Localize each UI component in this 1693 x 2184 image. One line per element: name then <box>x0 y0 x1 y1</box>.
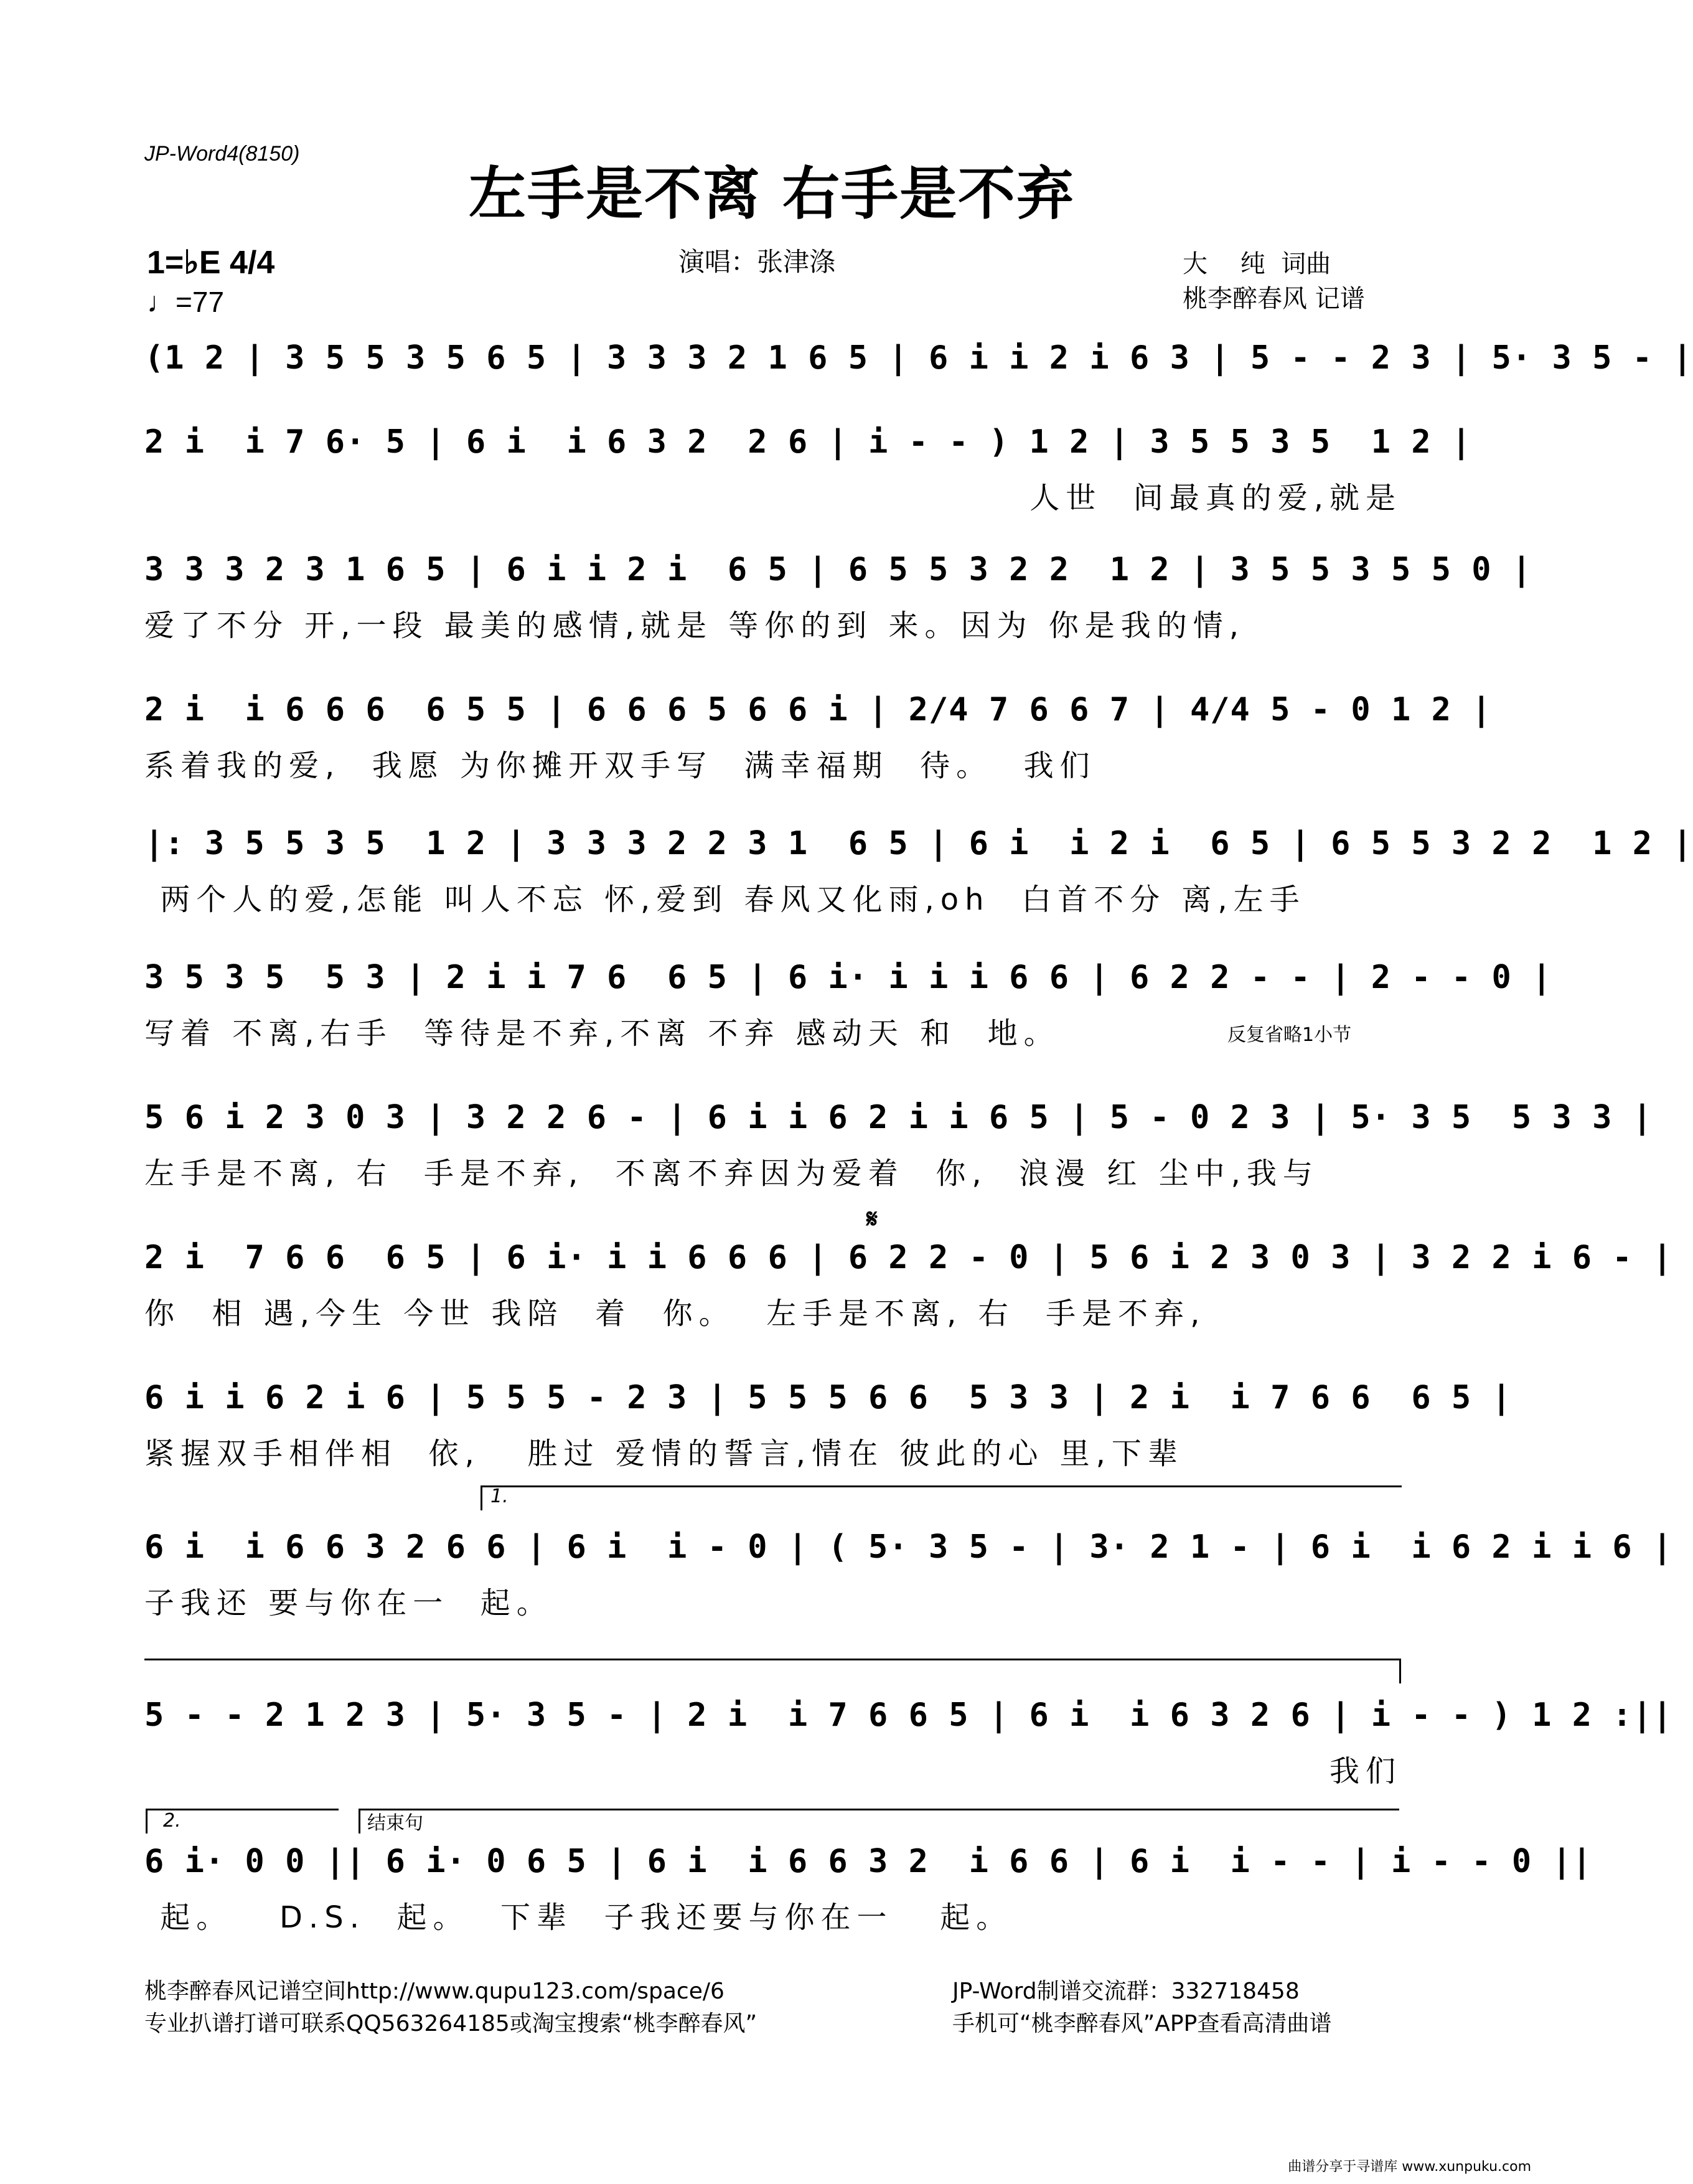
notation-line: 2 i i 6 6 6 6 5 5 | 6 6 6 5 6 6 i | 2/4 7 6 6 7 | 4/4 5 - 0 1 2 | <box>144 691 1492 728</box>
notation-line: (1 2 | 3 5 5 3 5 6 5 | 3 3 3 2 1 6 5 | 6 i i 2 i 6 3 | 5 - - 2 3 | 5· 3 5 - | <box>144 339 1693 377</box>
lyric-line: 我们 <box>1329 1754 1402 1789</box>
page-title: 左手是不离 右手是不弃 <box>468 160 1076 227</box>
footer-left-line-2: 专业扒谱打谱可联系QQ563264185或淘宝搜索“桃李醉春风” <box>144 2011 757 2036</box>
notation-line: 6 i i 6 6 3 2 6 6 | 6 i i - 0 | ( 5· 3 5 - | 3· 2 1 - | 6 i i 6 2 i i 6 | <box>144 1528 1673 1566</box>
lyricist-credit: 大 纯 词曲 <box>1183 250 1331 278</box>
ending-1-bracket-continued <box>144 1659 1399 1660</box>
lyric-line: 系着我的爱, 我愿 为你摊开双手写 满幸福期 待。 我们 <box>144 748 1096 783</box>
singer-credit: 演唱：张津涤 <box>678 247 836 277</box>
ending-1-tick <box>481 1485 482 1510</box>
notation-line: 2 i i 7 6· 5 | 6 i i 6 3 2 2 6 | i - - ) 1 2 | 3 5 5 3 5 1 2 | <box>144 423 1472 461</box>
lyric-line: 你 相 遇,今生 今世 我陪 着 你。 左手是不离, 右 手是不弃, <box>144 1296 1206 1331</box>
lyric-line: 子我还 要与你在一 起。 <box>144 1586 553 1621</box>
coda-label: 结束句 <box>367 1812 423 1834</box>
lyric-line: 人世 间最真的爱,就是 <box>1029 481 1402 515</box>
notation-line: 3 3 3 2 3 1 6 5 | 6 i i 2 i 6 5 | 6 5 5 3 2 2 1 2 | 3 5 5 3 5 5 0 | <box>144 551 1532 588</box>
key-signature: 1=♭E 4/4 <box>147 245 275 281</box>
repeat-note: 反复省略1小节 <box>1227 1024 1352 1046</box>
lyric-line: 紧握双手相伴相 依, 胜过 爱情的誓言,情在 彼此的心 里,下辈 <box>144 1436 1184 1471</box>
footer-right-line-2: 手机可“桃李醉春风”APP查看高清曲谱 <box>952 2011 1332 2036</box>
transcriber-credit: 桃李醉春风 记谱 <box>1183 285 1365 313</box>
notation-line: |: 3 5 5 3 5 1 2 | 3 3 3 2 2 3 1 6 5 | 6 i i 2 i 6 5 | 6 5 5 3 2 2 1 2 | <box>144 825 1693 862</box>
coda-bracket <box>359 1809 1399 1810</box>
tempo-marking: ♩=77 <box>147 286 225 318</box>
software-label: JP-Word4(8150) <box>144 142 300 166</box>
ending-1-label: 1. <box>490 1485 509 1507</box>
notation-line: 5 6 i 2 3 0 3 | 3 2 2 6 - | 6 i i 6 2 i i 6 5 | 5 - 0 2 3 | 5· 3 5 5 3 3 | <box>144 1099 1653 1136</box>
notation-line: 2 i 7 6 6 6 5 | 6 i· i i 6 6 6 | 6 2 2 - 0 | 5 6 i 2 3 0 3 | 3 2 2 i 6 - | <box>144 1239 1673 1276</box>
lyric-line: 爱了不分 开,一段 最美的感情,就是 等你的到 来。因为 你是我的情, <box>144 608 1245 643</box>
lyric-line: 起。 D.S. 起。 下辈 子我还要与你在一 起。 <box>144 1900 1013 1935</box>
ending-2-label: 2. <box>163 1810 181 1832</box>
lyric-line: 两个人的爱,怎能 叫人不忘 怀,爱到 春风又化雨,oh 白首不分 离,左手 <box>144 882 1306 917</box>
footer-right-line-1: JP-Word制谱交流群：332718458 <box>952 1979 1300 2004</box>
segno-sign: 𝄋 <box>866 1203 878 1234</box>
notation-line: 5 - - 2 1 2 3 | 5· 3 5 - | 2 i i 7 6 6 5 | 6 i i 6 3 2 6 | i - - ) 1 2 :|| <box>144 1697 1673 1734</box>
notation-line: 6 i i 6 2 i 6 | 5 5 5 - 2 3 | 5 5 5 6 6 5 3 3 | 2 i i 7 6 6 6 5 | <box>144 1379 1512 1416</box>
notation-line: 6 i· 0 0 || 6 i· 0 6 5 | 6 i i 6 6 3 2 i 6 6 | 6 i i - - | i - - 0 || <box>144 1843 1593 1880</box>
notation-line: 3 5 3 5 5 3 | 2 i i 7 6 6 5 | 6 i· i i i 6 6 | 6 2 2 - - | 2 - - 0 | <box>144 959 1552 996</box>
site-watermark: 曲谱分享于寻谱库 www.xunpuku.com <box>1288 2159 1531 2175</box>
footer-left-line-1: 桃李醉春风记谱空间http://www.qupu123.com/space/6 <box>144 1979 725 2004</box>
lyric-line: 写着 不离,右手 等待是不弃,不离 不弃 感动天 和 地。 <box>144 1016 1060 1051</box>
ending-1-bracket <box>481 1485 1402 1487</box>
ending-1-end-tick <box>1399 1659 1401 1683</box>
coda-tick <box>359 1809 360 1833</box>
ending-2-tick <box>146 1809 148 1833</box>
lyric-line: 左手是不离, 右 手是不弃, 不离不弃因为爱着 你, 浪漫 红 尘中,我与 <box>144 1156 1319 1191</box>
